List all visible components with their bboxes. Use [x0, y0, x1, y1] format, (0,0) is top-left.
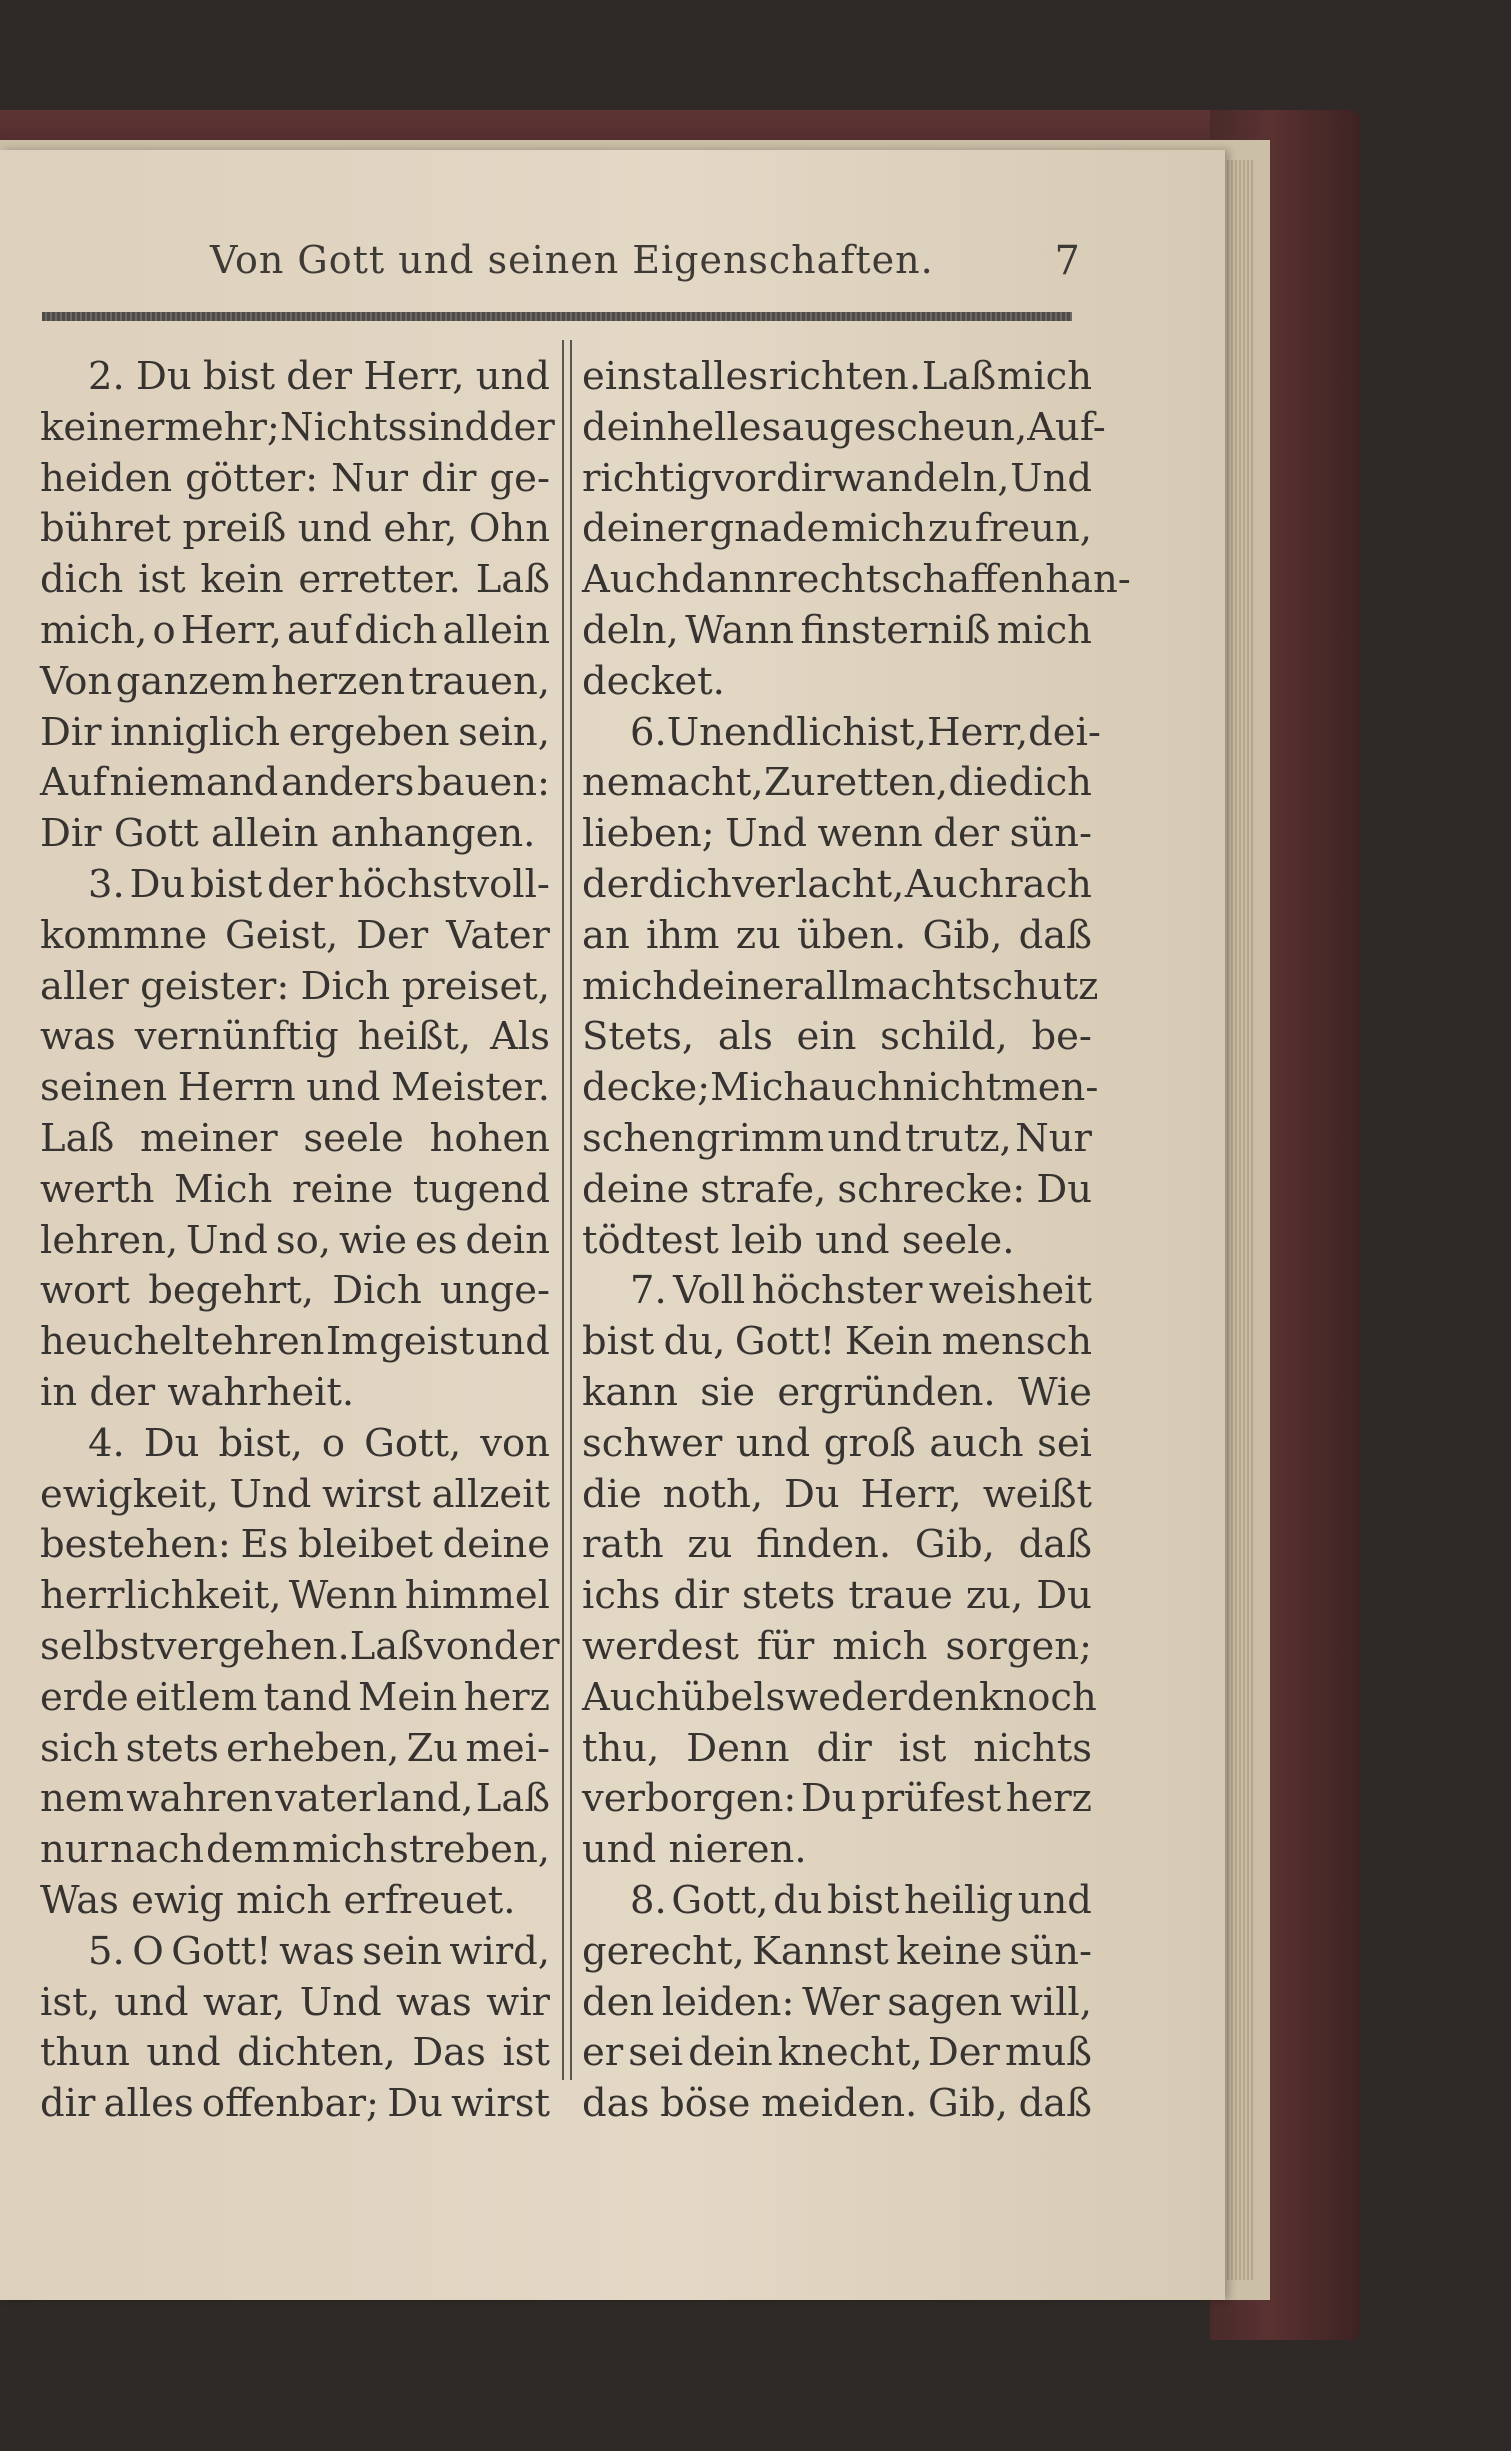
text-line: Was ewig mich erfreuet.: [40, 1877, 516, 1923]
text-line: mich, o Herr, auf dich allein: [40, 607, 550, 653]
text-line: deln, Wann finsterniß mich: [582, 607, 1092, 653]
text-line: werth Mich reine tugend: [40, 1166, 550, 1212]
text-line: decke; Mich auch nicht men-: [582, 1065, 1099, 1111]
text-line: Dir inniglich ergeben sein,: [40, 709, 550, 755]
text-line: Laß meiner seele hohen: [40, 1115, 550, 1161]
text-line: deine strafe, schrecke: Du: [582, 1166, 1092, 1212]
text-line: Auch übels weder denk noch: [582, 1674, 1097, 1720]
text-line: die noth, Du Herr, weißt: [582, 1471, 1092, 1517]
text-line: erde eitlem tand Mein herz: [40, 1674, 550, 1720]
text-line: ne macht, Zu retten, die dich: [582, 760, 1092, 806]
text-line: den leiden: Wer sagen will,: [582, 1979, 1092, 2025]
text-line: deiner gnade mich zu freun,: [582, 506, 1092, 552]
text-line: selbst vergehen. Laß von der: [40, 1623, 560, 1669]
text-line: aller geister: Dich preiset,: [40, 963, 550, 1009]
text-line: Von ganzem herzen trauen,: [40, 658, 550, 704]
text-line: Dir Gott allein anhangen.: [40, 811, 536, 857]
text-line: decket.: [582, 658, 725, 704]
text-line: was vernünftig heißt, Als: [40, 1014, 550, 1060]
right-column: [582, 352, 1131, 2130]
text-line: nur nach dem mich streben,: [40, 1827, 550, 1873]
text-line: bühret preiß und ehr, Ohn: [40, 506, 550, 552]
text-line: der dich verlacht, Auch rach: [582, 861, 1092, 907]
text-line: 5. O Gott! was sein wird,: [88, 1928, 550, 1974]
text-line: 3. Du bist der höchstvoll-: [88, 861, 550, 907]
text-line: nem wahren vaterland, Laß: [40, 1776, 550, 1822]
text-line: schwer und groß auch sei: [582, 1420, 1092, 1466]
text-line: dir alles offenbar; Du wirst: [40, 2081, 550, 2127]
text-line: verborgen: Du prüfest herz: [582, 1776, 1092, 1822]
text-line: mich deiner allmacht schutz: [582, 963, 1099, 1009]
text-line: richtig vor dir wandeln, Und: [582, 455, 1092, 501]
text-line: ist, und war, Und was wir: [40, 1979, 550, 2025]
text-line: Auch dann rechtschaffen han-: [582, 557, 1131, 603]
text-line: lieben; Und wenn der sün-: [582, 811, 1092, 857]
text-line: 7. Voll höchster weisheit: [630, 1268, 1092, 1314]
page-number: 7: [1054, 238, 1080, 284]
text-line: ichs dir stets traue zu, Du: [582, 1573, 1092, 1619]
text-line: und nieren.: [582, 1827, 807, 1873]
text-line: herrlichkeit, Wenn himmel: [40, 1573, 550, 1619]
text-line: werdest für mich sorgen;: [582, 1623, 1092, 1669]
text-line: keiner mehr; Nichts sind der: [40, 404, 555, 450]
text-line: 6. Unendlich ist, Herr, dei-: [630, 709, 1101, 755]
text-line: gerecht, Kannst keine sün-: [582, 1928, 1092, 1974]
text-line: heiden götter: Nur dir ge-: [40, 455, 550, 501]
text-line: Auf niemand anders bauen:: [40, 760, 550, 806]
text-line: er sei dein knecht, Der muß: [582, 2030, 1092, 2076]
text-line: einst alles richten. Laß mich: [582, 354, 1092, 399]
text-line: thu, Denn dir ist nichts: [582, 1725, 1092, 1771]
page-edges: [1225, 160, 1255, 2280]
column-divider: [562, 340, 572, 2080]
text-line: seinen Herrn und Meister.: [40, 1065, 550, 1111]
running-header: [40, 238, 1080, 298]
text-line: dein helles auge scheun, Auf-: [582, 404, 1106, 450]
text-line: wort begehrt, Dich unge-: [40, 1268, 550, 1314]
text-line: lehren, Und so, wie es dein: [40, 1217, 550, 1263]
text-line: bestehen: Es bleibet deine: [40, 1522, 550, 1568]
text-line: schengrimm und trutz, Nur: [582, 1115, 1092, 1161]
text-line: rath zu finden. Gib, daß: [582, 1522, 1092, 1568]
text-line: 4. Du bist, o Gott, von: [88, 1420, 550, 1466]
text-line: das böse meiden. Gib, daß: [582, 2081, 1092, 2127]
header-rule: [42, 312, 1072, 321]
text-line: ewigkeit, Und wirst allzeit: [40, 1471, 550, 1517]
left-column: [40, 352, 560, 2130]
text-line: thun und dichten, Das ist: [40, 2030, 550, 2076]
text-line: tödtest leib und seele.: [582, 1217, 1015, 1263]
text-line: heuchelt ehren Im geist und: [40, 1319, 550, 1365]
text-line: an ihm zu üben. Gib, daß: [582, 912, 1092, 958]
text-line: 2. Du bist der Herr, und: [88, 354, 550, 399]
text-line: 8. Gott, du bist heilig und: [630, 1877, 1092, 1923]
text-line: Stets, als ein schild, be-: [582, 1014, 1092, 1060]
text-line: dich ist kein erretter. Laß: [40, 557, 550, 603]
text-line: kommne Geist, Der Vater: [40, 912, 550, 958]
page-title: Von Gott und seinen Eigenschaften.: [210, 238, 934, 282]
text-line: bist du, Gott! Kein mensch: [582, 1319, 1092, 1365]
text-line: in der wahrheit.: [40, 1369, 355, 1415]
text-line: kann sie ergründen. Wie: [582, 1369, 1092, 1415]
text-line: sich stets erheben, Zu mei-: [40, 1725, 550, 1771]
